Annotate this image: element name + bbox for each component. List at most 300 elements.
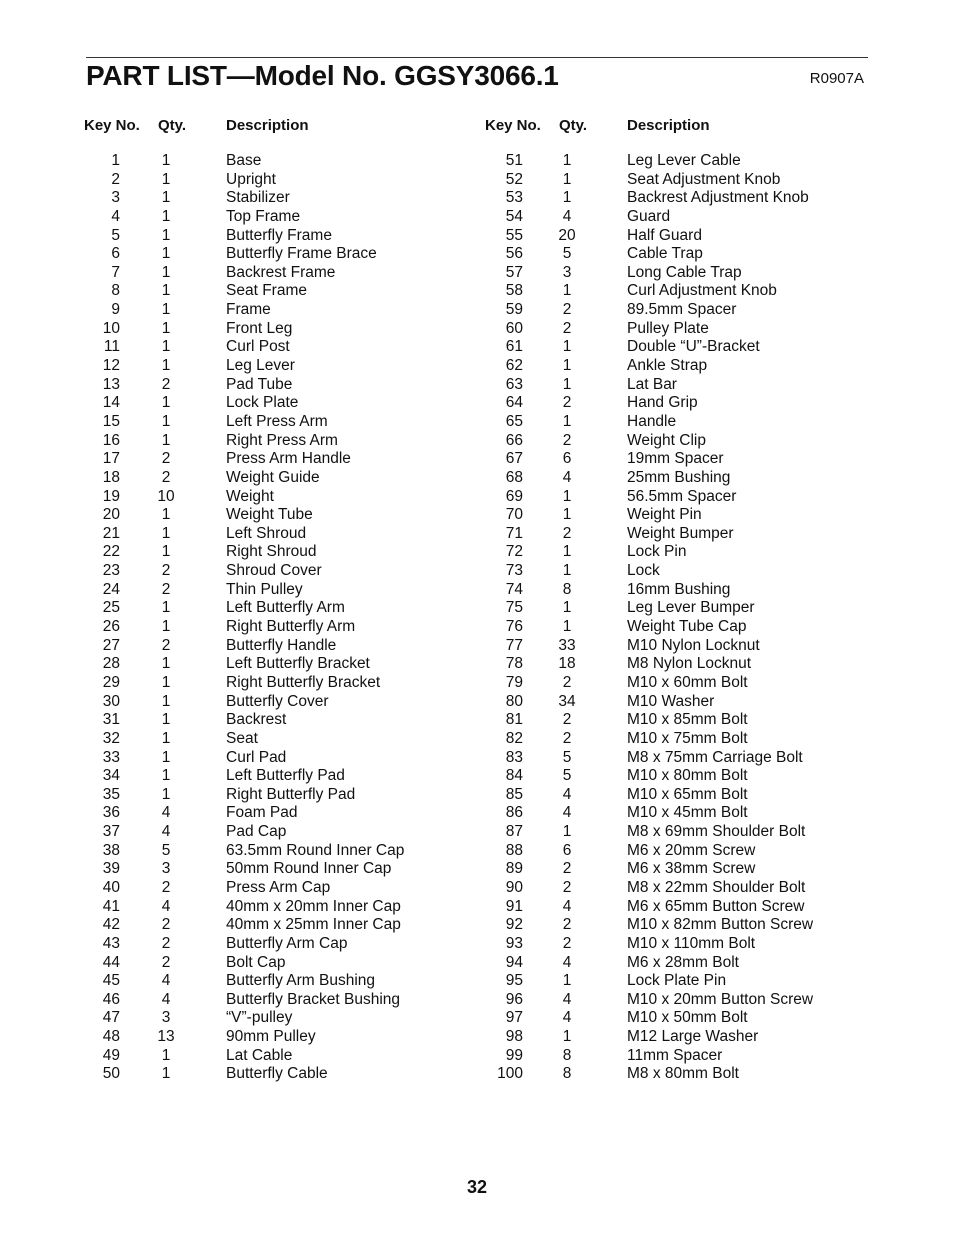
part-quantity: 2: [161, 953, 171, 971]
table-row: [84, 562, 484, 581]
part-quantity: 1: [161, 263, 171, 281]
part-description: Lat Cable: [226, 1046, 293, 1064]
table-row: [485, 860, 885, 879]
table-row: [84, 860, 484, 879]
part-key-number: 32: [102, 729, 120, 747]
table-row: [84, 301, 484, 320]
part-description: M10 x 65mm Bolt: [627, 785, 748, 803]
part-description: M8 x 22mm Shoulder Bolt: [627, 878, 806, 896]
part-key-number: 54: [505, 207, 523, 225]
part-key-number: 53: [505, 189, 523, 207]
part-key-number: 38: [102, 841, 120, 859]
part-quantity: 1: [161, 189, 171, 207]
part-quantity: 2: [562, 711, 572, 729]
table-row: [485, 693, 885, 712]
table-row: [84, 1047, 484, 1066]
part-description: Lock: [627, 562, 660, 580]
part-description: M10 x 50mm Bolt: [627, 1009, 748, 1027]
part-key-number: 50: [102, 1065, 120, 1083]
table-row: [485, 171, 885, 190]
part-key-number: 22: [102, 543, 120, 561]
part-quantity: 34: [558, 692, 576, 710]
table-row: [485, 264, 885, 283]
part-key-number: 48: [102, 1028, 120, 1046]
part-quantity: 1: [562, 357, 572, 375]
table-row: [485, 767, 885, 786]
part-quantity: 1: [562, 972, 572, 990]
table-row: [84, 581, 484, 600]
part-quantity: 2: [562, 934, 572, 952]
part-quantity: 1: [161, 599, 171, 617]
part-description: Seat Adjustment Knob: [627, 170, 781, 188]
part-description: 19mm Spacer: [627, 450, 724, 468]
part-quantity: 1: [161, 412, 171, 430]
part-description: Left Butterfly Bracket: [226, 655, 370, 673]
part-quantity: 1: [562, 412, 572, 430]
part-description: Backrest Frame: [226, 263, 336, 281]
part-quantity: 20: [558, 226, 576, 244]
table-row: [485, 749, 885, 768]
table-row: [485, 730, 885, 749]
part-quantity: 10: [157, 487, 175, 505]
part-quantity: 3: [562, 263, 572, 281]
part-description: Left Press Arm: [226, 412, 328, 430]
part-description: Long Cable Trap: [627, 263, 742, 281]
part-quantity: 8: [562, 1065, 572, 1083]
part-description: Weight Clip: [627, 431, 706, 449]
part-description: Base: [226, 152, 262, 169]
part-key-number: 6: [111, 245, 120, 263]
key-no-header: Key No.: [84, 117, 140, 134]
parts-rows-right: [485, 152, 885, 1084]
part-key-number: 21: [102, 524, 120, 542]
part-quantity: 1: [161, 357, 171, 375]
part-quantity: 2: [161, 878, 171, 896]
table-row: [84, 842, 484, 861]
part-key-number: 80: [505, 692, 523, 710]
table-row: [84, 916, 484, 935]
part-quantity: 1: [562, 338, 572, 356]
part-quantity: 1: [161, 543, 171, 561]
table-row: [84, 525, 484, 544]
part-key-number: 5: [111, 226, 120, 244]
part-key-number: 42: [102, 916, 120, 934]
part-quantity: 1: [161, 319, 171, 337]
part-key-number: 87: [505, 823, 523, 841]
part-key-number: 25: [102, 599, 120, 617]
part-quantity: 1: [161, 524, 171, 542]
part-key-number: 82: [505, 729, 523, 747]
table-row: [84, 394, 484, 413]
part-description: M10 x 80mm Bolt: [627, 767, 748, 785]
part-key-number: 35: [102, 785, 120, 803]
table-row: [485, 655, 885, 674]
part-description: Right Butterfly Arm: [226, 618, 356, 636]
part-description: 63.5mm Round Inner Cap: [226, 841, 405, 859]
part-key-number: 92: [505, 916, 523, 934]
part-quantity: 1: [562, 618, 572, 636]
part-key-number: 93: [505, 934, 523, 952]
part-description: Top Frame: [226, 207, 301, 225]
table-row: [485, 1047, 885, 1066]
table-row: [84, 991, 484, 1010]
part-key-number: 8: [111, 282, 120, 300]
part-quantity: 1: [161, 748, 171, 766]
table-row: [84, 618, 484, 637]
table-row: [485, 413, 885, 432]
part-quantity: 4: [161, 990, 171, 1008]
part-description: 90mm Pulley: [226, 1028, 316, 1046]
part-key-number: 62: [505, 357, 523, 375]
table-row: [84, 432, 484, 451]
part-key-number: 23: [102, 562, 120, 580]
part-key-number: 1: [111, 152, 120, 169]
table-row: [485, 1028, 885, 1047]
part-quantity: 1: [161, 655, 171, 673]
table-row: [485, 469, 885, 488]
part-key-number: 79: [505, 673, 523, 691]
part-description: M10 x 110mm Bolt: [627, 934, 756, 952]
part-quantity: 1: [562, 562, 572, 580]
part-key-number: 10: [102, 319, 120, 337]
part-key-number: 98: [505, 1028, 523, 1046]
part-quantity: 1: [562, 506, 572, 524]
table-row: [485, 804, 885, 823]
part-quantity: 5: [562, 245, 572, 263]
part-quantity: 1: [161, 618, 171, 636]
part-description: Seat Frame: [226, 282, 307, 300]
part-quantity: 4: [562, 897, 572, 915]
part-key-number: 55: [505, 226, 523, 244]
part-description: M10 x 85mm Bolt: [627, 711, 748, 729]
part-quantity: 1: [161, 1065, 171, 1083]
part-description: M8 x 69mm Shoulder Bolt: [627, 823, 806, 841]
part-description: Butterfly Arm Cap: [226, 934, 348, 952]
part-quantity: 2: [161, 562, 171, 580]
part-key-number: 81: [505, 711, 523, 729]
part-key-number: 45: [102, 972, 120, 990]
table-row: [84, 320, 484, 339]
part-key-number: 7: [111, 263, 120, 281]
part-key-number: 43: [102, 934, 120, 952]
part-key-number: 40: [102, 878, 120, 896]
part-key-number: 78: [505, 655, 523, 673]
part-quantity: 1: [562, 170, 572, 188]
part-description: Shroud Cover: [226, 562, 322, 580]
part-quantity: 1: [562, 599, 572, 617]
part-description: Leg Lever Cable: [627, 152, 741, 169]
part-key-number: 4: [111, 207, 120, 225]
part-description: Foam Pad: [226, 804, 298, 822]
part-quantity: 2: [161, 580, 171, 598]
part-quantity: 1: [161, 506, 171, 524]
table-row: [84, 693, 484, 712]
part-quantity: 5: [562, 767, 572, 785]
key-no-header: Key No.: [485, 117, 541, 134]
part-description: Press Arm Cap: [226, 878, 331, 896]
part-key-number: 85: [505, 785, 523, 803]
table-row: [84, 543, 484, 562]
table-row: [485, 376, 885, 395]
table-row: [84, 898, 484, 917]
part-description: Weight Pin: [627, 506, 702, 524]
table-row: [84, 189, 484, 208]
table-row: [485, 227, 885, 246]
part-key-number: 26: [102, 618, 120, 636]
part-key-number: 77: [505, 636, 523, 654]
table-row: [485, 1065, 885, 1084]
part-key-number: 75: [505, 599, 523, 617]
part-key-number: 33: [102, 748, 120, 766]
table-row: [84, 245, 484, 264]
part-description: M8 Nylon Locknut: [627, 655, 752, 673]
part-quantity: 8: [562, 580, 572, 598]
part-quantity: 4: [562, 785, 572, 803]
table-row: [485, 879, 885, 898]
table-row: [485, 208, 885, 227]
part-quantity: 4: [562, 468, 572, 486]
part-quantity: 1: [161, 785, 171, 803]
part-description: Leg Lever: [226, 357, 295, 375]
part-description: M10 x 20mm Button Screw: [627, 990, 814, 1008]
table-row: [84, 749, 484, 768]
part-key-number: 2: [111, 170, 120, 188]
part-key-number: 17: [102, 450, 120, 468]
part-description: Bolt Cap: [226, 953, 286, 971]
table-row: [485, 581, 885, 600]
part-quantity: 5: [562, 748, 572, 766]
table-row: [485, 786, 885, 805]
part-quantity: 1: [161, 170, 171, 188]
part-quantity: 1: [161, 431, 171, 449]
table-row: [84, 208, 484, 227]
part-key-number: 60: [505, 319, 523, 337]
header-rule: [86, 57, 868, 58]
part-key-number: 76: [505, 618, 523, 636]
part-quantity: 2: [562, 916, 572, 934]
part-quantity: 1: [161, 394, 171, 412]
qty-header: Qty.: [559, 117, 588, 134]
table-row: [84, 786, 484, 805]
table-row: [485, 506, 885, 525]
part-description: Butterfly Arm Bushing: [226, 972, 376, 990]
table-row: [485, 599, 885, 618]
part-key-number: 90: [505, 878, 523, 896]
part-key-number: 89: [505, 860, 523, 878]
part-key-number: 29: [102, 673, 120, 691]
part-description: Right Butterfly Bracket: [226, 673, 381, 691]
part-quantity: 2: [161, 636, 171, 654]
part-key-number: 96: [505, 990, 523, 1008]
part-quantity: 1: [161, 282, 171, 300]
table-row: [485, 245, 885, 264]
table-row: [84, 599, 484, 618]
part-quantity: 1: [161, 338, 171, 356]
table-row: [485, 189, 885, 208]
part-description: M6 x 65mm Button Screw: [627, 897, 805, 915]
part-description: Weight Guide: [226, 468, 320, 486]
table-row: [84, 935, 484, 954]
table-row: [485, 898, 885, 917]
part-key-number: 71: [505, 524, 523, 542]
part-description: Pulley Plate: [627, 319, 709, 337]
part-description: Front Leg: [226, 319, 293, 337]
part-key-number: 73: [505, 562, 523, 580]
part-quantity: 2: [562, 319, 572, 337]
part-quantity: 5: [161, 841, 171, 859]
part-description: M10 Washer: [627, 692, 715, 710]
part-key-number: 99: [505, 1046, 523, 1064]
table-row: [485, 562, 885, 581]
table-row: [84, 823, 484, 842]
part-quantity: 4: [562, 804, 572, 822]
table-row: [485, 916, 885, 935]
part-key-number: 95: [505, 972, 523, 990]
part-key-number: 100: [497, 1065, 523, 1083]
part-key-number: 13: [102, 375, 120, 393]
part-quantity: 4: [161, 972, 171, 990]
part-quantity: 1: [161, 729, 171, 747]
part-quantity: 1: [562, 375, 572, 393]
part-key-number: 97: [505, 1009, 523, 1027]
part-key-number: 59: [505, 301, 523, 319]
part-quantity: 6: [562, 450, 572, 468]
part-description: Hand Grip: [627, 394, 698, 412]
parts-table-right: [485, 117, 885, 1084]
table-row: [84, 469, 484, 488]
part-key-number: 44: [102, 953, 120, 971]
part-key-number: 31: [102, 711, 120, 729]
table-row: [84, 413, 484, 432]
part-description: Curl Post: [226, 338, 290, 356]
part-quantity: 1: [562, 487, 572, 505]
part-description: M8 x 75mm Carriage Bolt: [627, 748, 803, 766]
table-row: [84, 674, 484, 693]
part-description: 11mm Spacer: [627, 1046, 723, 1064]
part-description: Seat: [226, 729, 258, 747]
parts-rows-left: [84, 152, 484, 1084]
part-quantity: 4: [562, 1009, 572, 1027]
part-quantity: 2: [562, 729, 572, 747]
table-row: [485, 674, 885, 693]
part-description: Curl Adjustment Knob: [627, 282, 777, 300]
part-quantity: 2: [161, 468, 171, 486]
part-key-number: 46: [102, 990, 120, 1008]
part-quantity: 3: [161, 1009, 171, 1027]
table-row: [84, 227, 484, 246]
part-description: Weight Tube: [226, 506, 313, 524]
part-key-number: 39: [102, 860, 120, 878]
table-row: [485, 432, 885, 451]
part-quantity: 1: [562, 543, 572, 561]
part-description: Frame: [226, 301, 271, 319]
part-key-number: 91: [505, 897, 523, 915]
part-quantity: 2: [562, 860, 572, 878]
part-quantity: 1: [161, 226, 171, 244]
part-quantity: 4: [562, 990, 572, 1008]
part-description: Double “U”-Bracket: [627, 338, 760, 356]
part-description: 25mm Bushing: [627, 468, 731, 486]
part-quantity: 1: [161, 692, 171, 710]
table-row: [485, 525, 885, 544]
part-key-number: 3: [111, 189, 120, 207]
part-quantity: 2: [161, 916, 171, 934]
part-key-number: 56: [505, 245, 523, 263]
part-key-number: 64: [505, 394, 523, 412]
table-row: [84, 357, 484, 376]
qty-header: Qty.: [158, 117, 187, 134]
part-description: Right Press Arm: [226, 431, 338, 449]
part-description: 40mm x 25mm Inner Cap: [226, 916, 401, 934]
table-row: [84, 152, 484, 171]
part-description: Lock Plate Pin: [627, 972, 727, 990]
part-quantity: 3: [161, 860, 171, 878]
part-description: Pad Cap: [226, 823, 287, 841]
part-description: Stabilizer: [226, 189, 290, 207]
part-key-number: 41: [102, 897, 120, 915]
part-description: M6 x 38mm Screw: [627, 860, 756, 878]
table-row: [485, 823, 885, 842]
part-description: Butterfly Cable: [226, 1065, 328, 1083]
part-description: Butterfly Handle: [226, 636, 337, 654]
part-description: “V”-pulley: [226, 1009, 293, 1027]
part-key-number: 67: [505, 450, 523, 468]
part-key-number: 24: [102, 580, 120, 598]
part-quantity: 1: [161, 152, 171, 169]
table-row: [485, 338, 885, 357]
part-description: M10 x 82mm Button Screw: [627, 916, 814, 934]
table-row: [84, 730, 484, 749]
part-description: Lock Plate: [226, 394, 299, 412]
part-description: 16mm Bushing: [627, 580, 731, 598]
page-title: PART LIST—Model No. GGSY3066.1: [86, 60, 559, 91]
part-key-number: 57: [505, 263, 523, 281]
part-key-number: 83: [505, 748, 523, 766]
part-key-number: 63: [505, 375, 523, 393]
part-key-number: 16: [102, 431, 120, 449]
part-description: Guard: [627, 207, 671, 225]
part-key-number: 37: [102, 823, 120, 841]
table-row: [84, 450, 484, 469]
part-description: Left Butterfly Arm: [226, 599, 345, 617]
part-description: Butterfly Bracket Bushing: [226, 990, 401, 1008]
part-description: 50mm Round Inner Cap: [226, 860, 392, 878]
part-description: Weight Tube Cap: [627, 618, 747, 636]
parts-table-left: [84, 117, 484, 1084]
part-key-number: 86: [505, 804, 523, 822]
part-key-number: 58: [505, 282, 523, 300]
part-quantity: 2: [161, 375, 171, 393]
part-quantity: 4: [562, 953, 572, 971]
part-quantity: 4: [161, 823, 171, 841]
part-key-number: 30: [102, 692, 120, 710]
part-key-number: 12: [102, 357, 120, 375]
part-description: Half Guard: [627, 226, 702, 244]
part-description: Pad Tube: [226, 375, 293, 393]
part-description: Left Shroud: [226, 524, 307, 542]
part-key-number: 74: [505, 580, 523, 598]
part-quantity: 2: [562, 524, 572, 542]
table-row: [84, 506, 484, 525]
part-description: Left Butterfly Pad: [226, 767, 345, 785]
part-quantity: 1: [161, 301, 171, 319]
part-quantity: 1: [562, 282, 572, 300]
table-header: [485, 117, 885, 137]
table-row: [485, 618, 885, 637]
part-quantity: 2: [562, 301, 572, 319]
part-key-number: 14: [102, 394, 120, 412]
part-key-number: 61: [505, 338, 523, 356]
